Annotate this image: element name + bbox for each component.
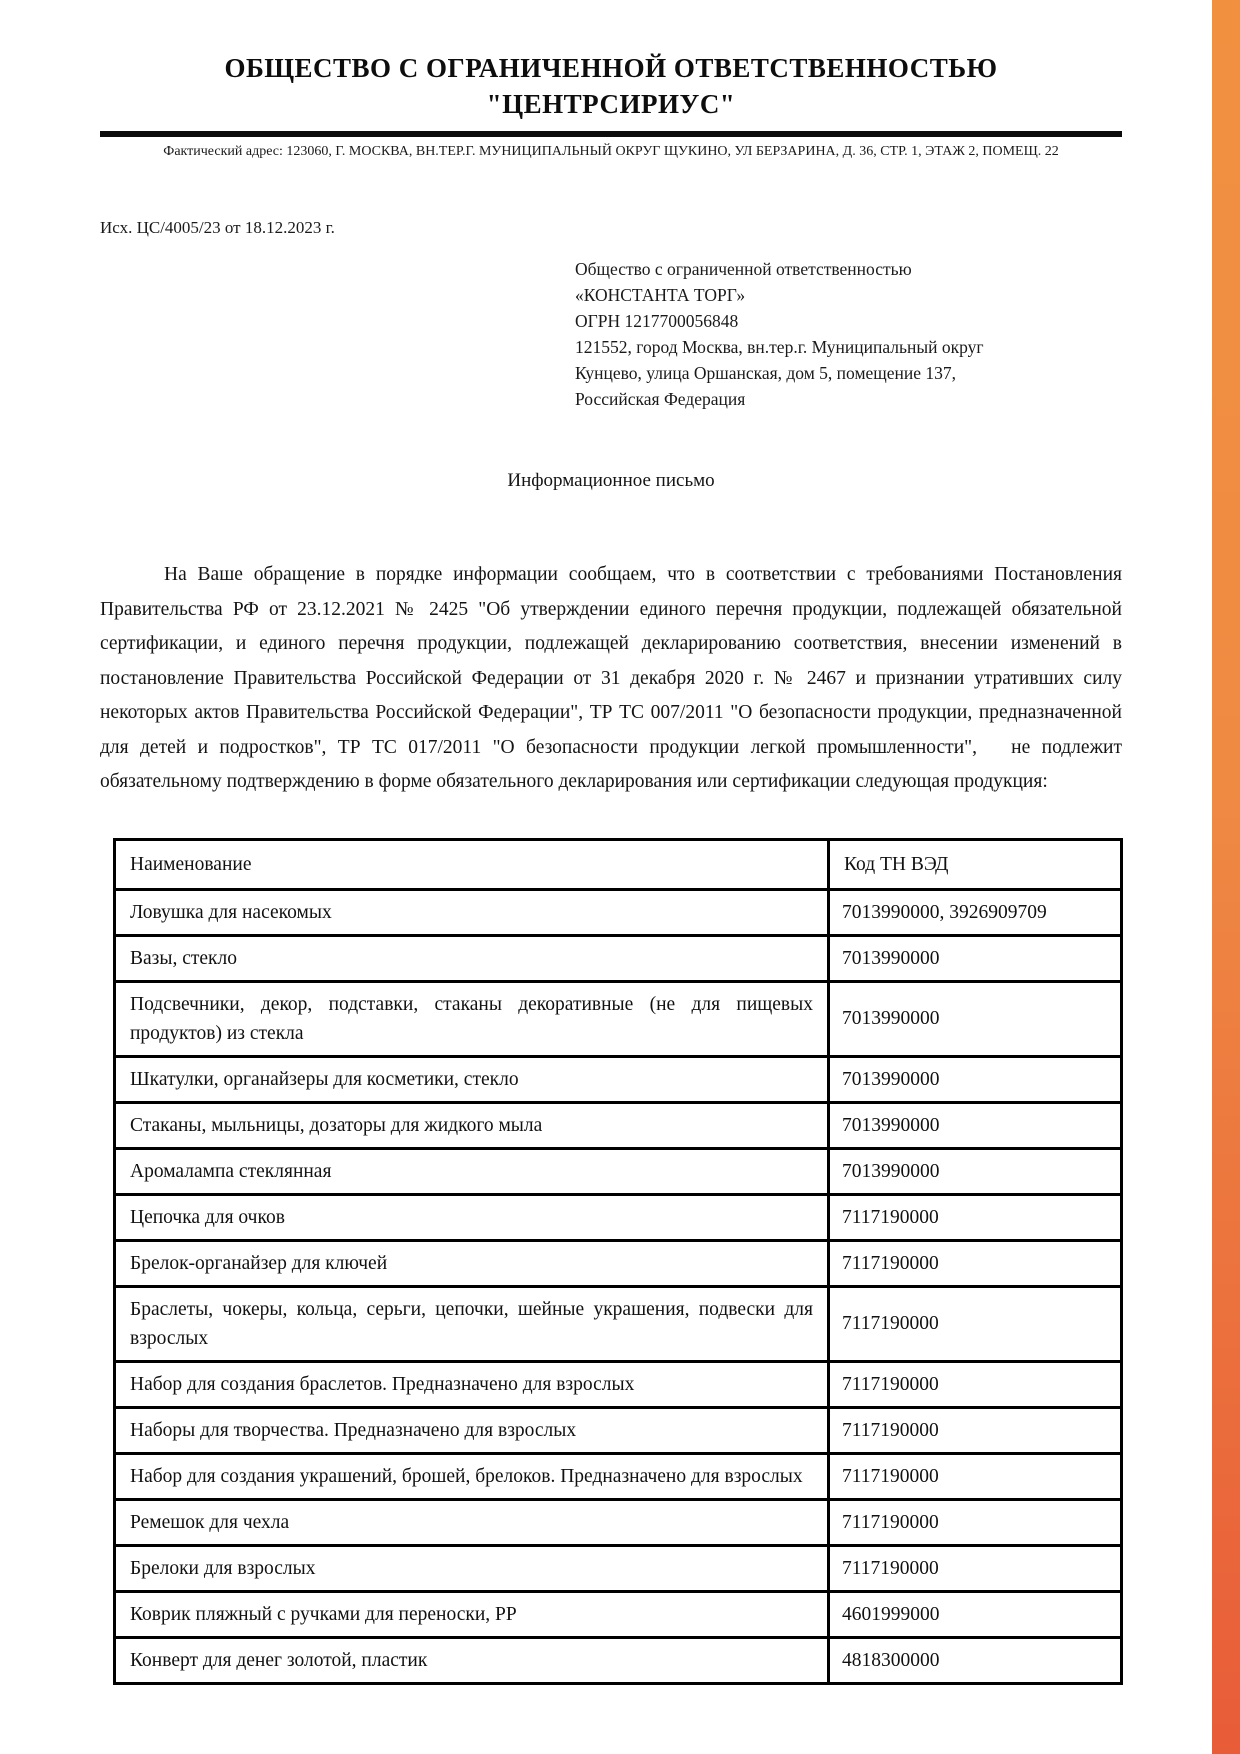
recipient-line: Российская Федерация	[575, 389, 746, 409]
table-row	[115, 1240, 1122, 1286]
product-name-cell: Аромалампа стеклянная	[115, 1148, 829, 1194]
table-row	[115, 1591, 1122, 1637]
product-name-cell: Ловушка для насекомых	[115, 889, 829, 935]
product-code-cell: 7117190000	[829, 1499, 1122, 1545]
table-row	[115, 1453, 1122, 1499]
recipient-block	[575, 256, 1120, 412]
product-code-cell: 7013990000	[829, 981, 1122, 1056]
product-name-cell: Стаканы, мыльницы, дозаторы для жидкого мыла	[115, 1102, 829, 1148]
recipient-line: Общество с ограниченной ответственностью	[575, 259, 912, 279]
table-row	[115, 1056, 1122, 1102]
letter-title: Информационное письмо	[507, 470, 715, 491]
recipient-line: «КОНСТАНТА ТОРГ»	[575, 285, 746, 305]
table-row	[115, 1407, 1122, 1453]
org-name-line2: "ЦЕНТРСИРИУС"	[486, 89, 736, 119]
product-table-body	[115, 889, 1122, 1683]
outgoing-ref-number: Исх. ЦС/4005/23 от 18.12.2023 г.	[100, 218, 335, 237]
header-divider-rule	[100, 131, 1122, 137]
column-header-name: Наименование	[115, 839, 829, 889]
product-code-cell: 7117190000	[829, 1407, 1122, 1453]
product-name-cell: Конверт для денег золотой, пластик	[115, 1637, 829, 1683]
product-name-cell: Набор для создания украшений, брошей, брелоков. Предназначено для взрослых	[115, 1453, 829, 1499]
product-code-cell: 7117190000	[829, 1240, 1122, 1286]
product-code-cell: 7117190000	[829, 1545, 1122, 1591]
product-name-cell: Ремешок для чехла	[115, 1499, 829, 1545]
table-row	[115, 1637, 1122, 1683]
product-code-cell: 7013990000	[829, 1102, 1122, 1148]
table-header-row	[115, 839, 1122, 889]
table-row	[115, 1499, 1122, 1545]
product-table	[113, 838, 1123, 1685]
product-name-cell: Набор для создания браслетов. Предназначено для взрослых	[115, 1361, 829, 1407]
product-code-cell: 7013990000, 3926909709	[829, 889, 1122, 935]
product-code-cell: 7117190000	[829, 1361, 1122, 1407]
table-row	[115, 1194, 1122, 1240]
product-code-cell: 4601999000	[829, 1591, 1122, 1637]
product-name-cell: Наборы для творчества. Предназначено для взрослых	[115, 1407, 829, 1453]
recipient-line: Кунцево, улица Оршанская, дом 5, помещение 137,	[575, 363, 957, 383]
product-code-cell: 7013990000	[829, 1056, 1122, 1102]
table-row	[115, 935, 1122, 981]
product-name-cell: Брелоки для взрослых	[115, 1545, 829, 1591]
product-code-cell: 7117190000	[829, 1286, 1122, 1361]
page-accent-bar	[1212, 0, 1240, 1754]
table-row	[115, 889, 1122, 935]
org-name-line1: ОБЩЕСТВО С ОГРАНИЧЕННОЙ ОТВЕТСТВЕННОСТЬЮ	[224, 53, 998, 83]
recipient-line: 121552, город Москва, вн.тер.г. Муниципальный округ	[575, 337, 984, 357]
product-name-cell: Вазы, стекло	[115, 935, 829, 981]
letter-body-paragraph: На Ваше обращение в порядке информации сообщаем, что в соответствии с требованиями Постановления Правительства РФ от 23.12.2021 № 2425 "Об утверждении единого перечня продукции, подлежащей обязательной сертификации, и единого перечня продукции, подлежащей декларированию соответствия, внесении изменений в постановление Правительства Российской Федерации от 31 декабря 2020 г. № 2467 и признании утративших силу некоторых актов Правительства Российской Федерации", ТР ТС 007/2011 "О безопасности продукции, предназначенной для детей и подростков", ТР ТС 017/2011 "О безопасности продукции легкой промышленности", не подлежит обязательному подтверждению в форме обязательного декларирования или сертификации следующая продукция:	[100, 564, 1122, 792]
product-name-cell: Подсвечники, декор, подставки, стаканы декоративные (не для пищевых продуктов) из стекла	[115, 981, 829, 1056]
table-row	[115, 1286, 1122, 1361]
product-name-cell: Браслеты, чокеры, кольца, серьги, цепочки, шейные украшения, подвески для взрослых	[115, 1286, 829, 1361]
product-name-cell: Брелок-органайзер для ключей	[115, 1240, 829, 1286]
product-code-cell: 4818300000	[829, 1637, 1122, 1683]
table-row	[115, 1361, 1122, 1407]
product-name-cell: Цепочка для очков	[115, 1194, 829, 1240]
product-code-cell: 7013990000	[829, 1148, 1122, 1194]
product-name-cell: Коврик пляжный с ручками для переноски, PP	[115, 1591, 829, 1637]
table-row	[115, 981, 1122, 1056]
product-code-cell: 7013990000	[829, 935, 1122, 981]
product-name-cell: Шкатулки, органайзеры для косметики, стекло	[115, 1056, 829, 1102]
table-row	[115, 1545, 1122, 1591]
table-row	[115, 1102, 1122, 1148]
org-address: Фактический адрес: 123060, Г. МОСКВА, ВН.ТЕР.Г. МУНИЦИПАЛЬНЫЙ ОКРУГ ЩУКИНО, УЛ БЕРЗАРИНА, Д. 36, СТР. 1, ЭТАЖ 2, ПОМЕЩ. 22	[163, 144, 1059, 159]
product-code-cell: 7117190000	[829, 1453, 1122, 1499]
org-header	[100, 50, 1122, 122]
recipient-line: ОГРН 1217700056848	[575, 311, 739, 331]
column-header-code: Код ТН ВЭД	[829, 839, 1122, 889]
document-page	[100, 0, 1122, 1685]
table-row	[115, 1148, 1122, 1194]
product-code-cell: 7117190000	[829, 1194, 1122, 1240]
